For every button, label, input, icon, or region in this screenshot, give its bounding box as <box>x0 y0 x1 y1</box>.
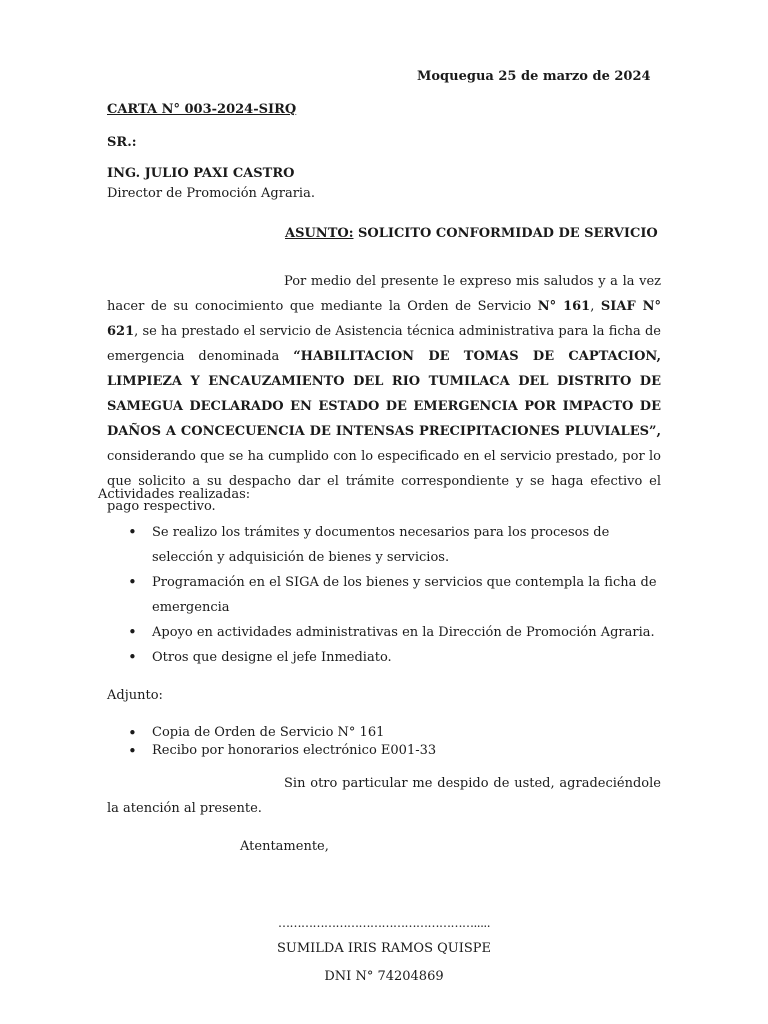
letter-number: CARTA N° 003-2024-SIRQ <box>107 102 297 117</box>
salutation: SR.: <box>107 135 137 150</box>
subject-label: ASUNTO: <box>285 226 354 241</box>
closing-text: Sin otro particular me despido de usted, agradeciéndole la atención al presente. <box>107 776 661 816</box>
signer-dni: DNI N° 74204869 <box>324 969 444 984</box>
body-text-3: considerando que se ha cumplido con lo especificado en el servicio prestado, por lo que solicito a su despacho dar el trámite correspondiente y se haga efectivo el pago respectivo. <box>107 449 661 514</box>
recipient-role: Director de Promoción Agraria. <box>107 186 315 201</box>
service-order-number: N° 161 <box>537 299 591 314</box>
list-item: • Programación en el SIGA de los bienes y servicios que contempla la ficha de emergencia <box>107 570 661 620</box>
recipient-name: ING. JULIO PAXI CASTRO <box>107 166 295 181</box>
activities-list <box>107 520 661 670</box>
list-item: • Copia de Orden de Servicio N° 161 <box>107 724 661 742</box>
subject-line <box>285 226 658 241</box>
subject-text: SOLICITO CONFORMIDAD DE SERVICIO <box>353 226 658 241</box>
signature-line: ……………………………………………..... <box>277 916 491 930</box>
signer-name: SUMILDA IRIS RAMOS QUISPE <box>276 941 492 956</box>
list-item: • Se realizo los trámites y documentos necesarios para los procesos de selección y adquisición de bienes y servicios. <box>107 520 661 570</box>
attachments-list <box>107 724 661 760</box>
list-item: • Recibo por honorarios electrónico E001-33 <box>107 742 661 760</box>
list-item: • Apoyo en actividades administrativas en la Dirección de Promoción Agraria. <box>107 620 661 645</box>
closing-paragraph <box>107 771 661 821</box>
activities-heading: Actividades realizadas: <box>98 487 251 502</box>
attachments-heading: Adjunto: <box>107 688 163 703</box>
body-text-1: Por medio del presente le expreso mis saludos y a la vez hacer de su conocimiento que mediante la Orden de Servicio <box>107 274 661 314</box>
body-text-2: , se ha prestado el servicio de Asistencia técnica administrativa para la ficha de emergencia denominada <box>107 324 661 364</box>
list-item: • Otros que designe el jefe Inmediato. <box>107 645 661 670</box>
siaf-number: SIAF N° 621 <box>107 299 662 339</box>
regards: Atentamente, <box>240 839 329 854</box>
body-paragraph: Por medio del presente le expreso mis saludos y a la vez hacer de su conocimiento que mediante la Orden de Servicio N° 161, SIAF N° 621, se ha prestado el servicio de Asistencia técnica administrativa para la ficha de emergencia denominada “HABILITACION DE TOMAS DE CAPTACION, LIMPIEZA Y ENCAUZAMIENTO DEL RIO TUMILACA DEL DISTRITO DE SAMEGUA DECLARADO EN ESTADO DE EMERGENCIA POR IMPACTO DE DAÑOS A CONCECUENCIA DE INTENSAS PRECIPITACIONES PLUVIALES”, considerando que se ha cumplido con lo especificado en el servicio prestado, por lo que solicito a su despacho dar el trámite correspondiente y se haga efectivo el pago respectivo. <box>107 274 662 514</box>
date-line: Moquegua 25 de marzo de 2024 <box>417 69 651 84</box>
emergency-file-title: “HABILITACION DE TOMAS DE CAPTACION, LIMPIEZA Y ENCAUZAMIENTO DEL RIO TUMILACA DEL DISTRITO DE SAMEGUA DECLARADO EN ESTADO DE EMERGENCIA POR IMPACTO DE DAÑOS A CONCECUENCIA DE INTENSAS PRECIPITACIONES PLUVIALES”, <box>107 349 661 439</box>
